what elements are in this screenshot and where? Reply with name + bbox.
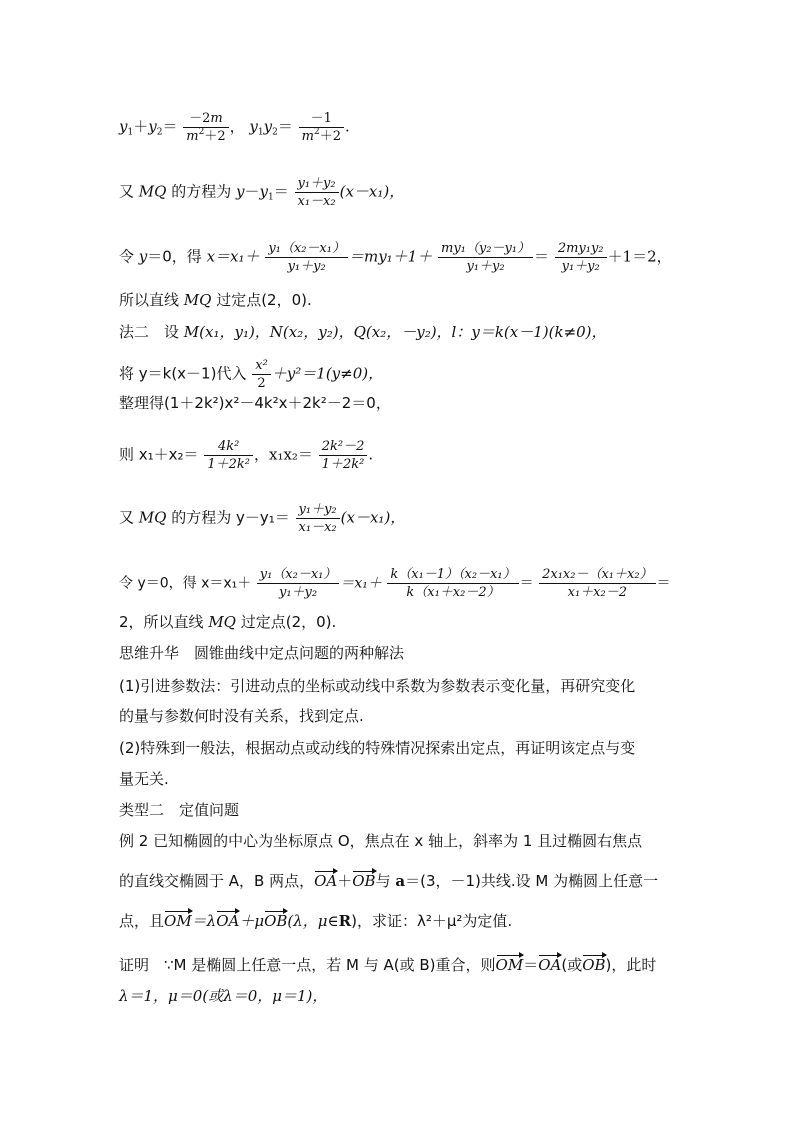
- line-mq-equation-1: 又 MQ 的方程为 $y-y_1=$ $\frac{\text{y₁＋y₂}}{\text{x₁－x₂}}$ (x－x₁)，: [119, 176, 405, 209]
- fraction: $\frac{-1}{m^2+2}$: [299, 110, 344, 145]
- fraction: $\frac{\text{2my₁y₂}}{\text{y₁＋y₂}}$: [555, 240, 607, 275]
- example-2-statement: 例 2 已知椭圆的中心为坐标原点 O，焦点在 x 轴上，斜率为 1 且过椭圆右焦点: [119, 832, 643, 850]
- summary-heading: 思维升华 圆锥曲线中定点问题的两种解法: [119, 644, 405, 662]
- line-method-two: 法二 设 M(x₁，y₁)，N(x₂，y₂)，Q(x₂，－y₂)，l：y＝k(x－1)(k≠0)，: [119, 323, 607, 341]
- summary-item-1-cont: 的量与参数何时没有关系，找到定点.: [119, 707, 364, 725]
- fraction: $\frac{-2m}{m^2+2}$: [183, 110, 228, 145]
- proof-values: λ＝1，μ＝0(或λ＝0，μ＝1)，: [119, 987, 328, 1005]
- fraction: $\frac{\text{y₁＋y₂}}{\text{x₁－x₂}}$: [296, 501, 340, 536]
- formula-sum-product: $y_1+y_2=$ $\frac{-2m}{m^2+2}$ ， $y_1y_2=$ $\frac{-1}{m^2+2}$ .: [119, 111, 350, 144]
- line-let-y-zero-1: 令 y＝0，得 x＝x₁＋ $\frac{\text{y₁（x₂－x₁）}}{\text{y₁＋y₂}}$ ＝my₁＋1＋ $\frac{\text{my₁（y₂－y₁）}}{\text{y₁＋y₂}}$ ＝ $\frac{\text{2my₁y₂}}{\text{y₁＋y₂}}$ ＋1＝2，: [119, 241, 672, 274]
- fraction: $\frac{\text{my₁（y₂－y₁）}}{\text{y₁＋y₂}}$: [438, 240, 533, 275]
- proof-start: 证明 ∵M 是椭圆上任意一点，若 M 与 A(或 B)重合，则OM＝OA(或OB)，此时: [119, 956, 657, 974]
- fraction: $\frac{\text{k（x₁－1）（x₂－x₁）}}{\text{k（x₁＋x₂－2）}}$: [387, 566, 518, 601]
- line-quadratic: 整理得(1＋2k²)x²－4k²x＋2k²－2＝0，: [119, 394, 391, 412]
- fraction: $\frac{\text{y₁（x₂－x₁）}}{\text{y₁＋y₂}}$: [265, 240, 348, 275]
- fraction: $\frac{\text{y₁（x₂－x₁）}}{\text{y₁＋y₂}}$: [257, 566, 340, 601]
- example-2-vectors: 的直线交椭圆于 A，B 两点，OA＋OB与 a＝(3，－1)共线.设 M 为椭圆上任意一: [119, 872, 659, 890]
- summary-item-1: (1)引进参数法：引进动点的坐标或动线中系数为参数表示变化量，再研究变化: [119, 677, 636, 695]
- summary-item-2: (2)特殊到一般法，根据动点或动线的特殊情况探索出定点，再证明该定点与变: [119, 739, 636, 757]
- line-let-y-zero-2: 令 y＝0，得 x＝x₁＋ $\frac{\text{y₁（x₂－x₁）}}{\text{y₁＋y₂}}$ ＝x₁＋ $\frac{\text{k（x₁－1）（x₂－x₁）}}{\text{k（x₁＋x₂－2）}}$ ＝ $\frac{\text{2x₁x₂－（x₁＋x₂）}}{\text{x₁＋x₂－2}}$ ＝: [119, 567, 671, 600]
- example-2-condition: 点，且OM＝λOA＋μOB(λ，μ∈R)，求证：λ²＋μ²为定值.: [119, 912, 513, 930]
- line-substitute: 将 y＝k(x－1)代入 $\frac{\text{x²}}{2}$ ＋y²＝1(y≠0)，: [119, 358, 384, 391]
- fraction: $\frac{\text{2k²－2}}{\text{1＋2k²}}$: [319, 438, 368, 473]
- section-heading-type-two: 类型二 定值问题: [119, 801, 240, 819]
- fraction: $\frac{\text{4k²}}{\text{1＋2k²}}$: [204, 438, 253, 473]
- fraction: $\frac{\text{y₁＋y₂}}{\text{x₁－x₂}}$: [295, 175, 339, 210]
- line-mq-equation-2: 又 MQ 的方程为 y－y₁＝ $\frac{\text{y₁＋y₂}}{\text{x₁－x₂}}$ (x－x₁)，: [119, 502, 406, 535]
- line-vieta: 则 x₁＋x₂＝ $\frac{\text{4k²}}{\text{1＋2k²}}$ ，x₁x₂＝ $\frac{\text{2k²－2}}{\text{1＋2k²}}$ .: [119, 439, 374, 472]
- fraction: $\frac{\text{x²}}{2}$: [252, 357, 271, 392]
- line-conclusion-1: 所以直线 MQ 过定点(2，0).: [119, 291, 312, 309]
- summary-item-2-cont: 量无关.: [119, 770, 169, 788]
- fraction: $\frac{\text{2x₁x₂－（x₁＋x₂）}}{\text{x₁＋x₂－2}}$: [539, 566, 655, 601]
- line-conclusion-2: 2，所以直线 MQ 过定点(2，0).: [119, 613, 337, 631]
